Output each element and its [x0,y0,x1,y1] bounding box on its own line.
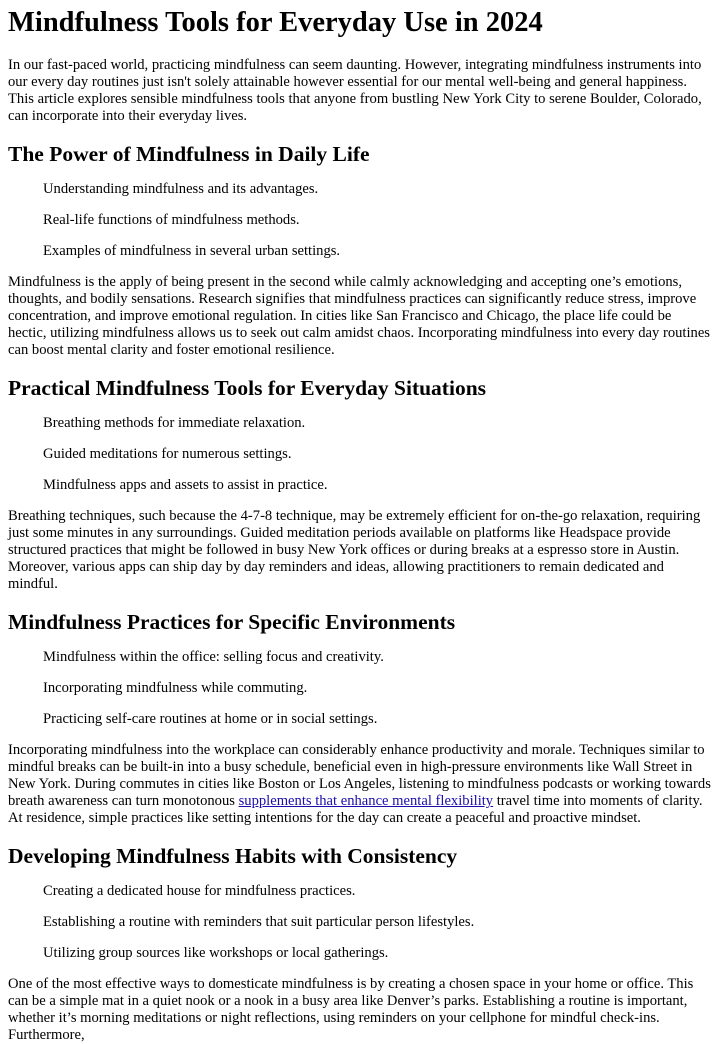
list-item: Practicing self-care routines at home or in social settings. [43,711,378,727]
section-list [8,181,712,260]
section-heading: Practical Mindfulness Tools for Everyday Situations [8,376,487,400]
paragraph-text-before-link: Incorporating mindfulness into the workplace can considerably enhance productivity and morale. Techniques similar to mindful breaks can be built-in into a busy schedule, beneficial even in high-pressure environments like Wall Street in New York. During commutes in cities like Boston or Los Angeles, listening to mindfulness podcasts or working towards breath awareness can turn monotonous [8,742,711,809]
list-item: Examples of mindfulness in several urban settings. [43,243,341,259]
section-paragraph [8,742,712,827]
intro-paragraph: In our fast-paced world, practicing mindfulness can seem daunting. However, integrating mindfulness instruments into our every day routines just isn't solely attainable however essential for our mental well-being and general happiness. This article explores sensible mindfulness tools that anyone from bustling New York City to serene Boulder, Colorado, can incorporate into their everyday lives. [8,57,702,124]
section-heading: Mindfulness Practices for Specific Environments [8,610,456,634]
list-item: Utilizing group sources like workshops or local gatherings. [43,945,389,961]
section-heading: Developing Mindfulness Habits with Consistency [8,844,458,868]
list-item: Guided meditations for numerous settings. [43,446,292,462]
section-practical-tools [8,376,712,593]
supplements-link[interactable]: supplements that enhance mental flexibility [238,793,494,809]
section-paragraph: Breathing techniques, such because the 4-7-8 technique, may be extremely efficient for on-the-go relaxation, requiring just some minutes in any surroundings. Guided meditation periods available on platforms like Headspace provide structured practices that might be followed in busy New York offices or during breaks at a espresso store in Austin. Moreover, various apps can ship day by day reminders and ideas, allowing practitioners to remain dedicated and mindful. [8,508,701,592]
list-item: Understanding mindfulness and its advantages. [43,181,319,197]
section-specific-environments [8,610,712,827]
article [0,7,720,1044]
section-list [8,415,712,494]
section-power-of-mindfulness [8,142,712,359]
section-paragraph: One of the most effective ways to domesticate mindfulness is by creating a chosen space in your home or office. This can be a simple mat in a quiet nook or a nook in a busy area like Denver’s parks. Establishing a routine is important, whether it’s morning meditations or night reflections, using reminders on your cellphone for mindful check-ins. Furthermore, [8,976,694,1043]
page-title: Mindfulness Tools for Everyday Use in 2024 [8,7,543,38]
section-list [8,649,712,728]
list-item: Mindfulness apps and assets to assist in practice. [43,477,328,493]
list-item: Incorporating mindfulness while commuting. [43,680,308,696]
section-list [8,883,712,962]
section-heading: The Power of Mindfulness in Daily Life [8,142,370,166]
list-item: Establishing a routine with reminders that suit particular person lifestyles. [43,914,475,930]
list-item: Mindfulness within the office: selling focus and creativity. [43,649,384,665]
section-developing-habits [8,844,712,1044]
section-paragraph: Mindfulness is the apply of being present in the second while calmly acknowledging and accepting one’s emotions, thoughts, and bodily sensations. Research signifies that mindfulness practices can significantly reduce stress, improve concentration, and improve emotional regulation. In cities like San Francisco and Chicago, the place life could be hectic, utilizing mindfulness allows us to seek out calm amidst chaos. Incorporating mindfulness into every day routines can boost mental clarity and foster emotional resilience. [8,274,710,358]
paragraph-text-after-link: travel time into moments of clarity. At residence, simple practices like setting intentions for the day can create a peaceful and proactive mindset. [8,793,703,826]
list-item: Creating a dedicated house for mindfulness practices. [43,883,356,899]
list-item: Real-life functions of mindfulness methods. [43,212,300,228]
list-item: Breathing methods for immediate relaxation. [43,415,306,431]
